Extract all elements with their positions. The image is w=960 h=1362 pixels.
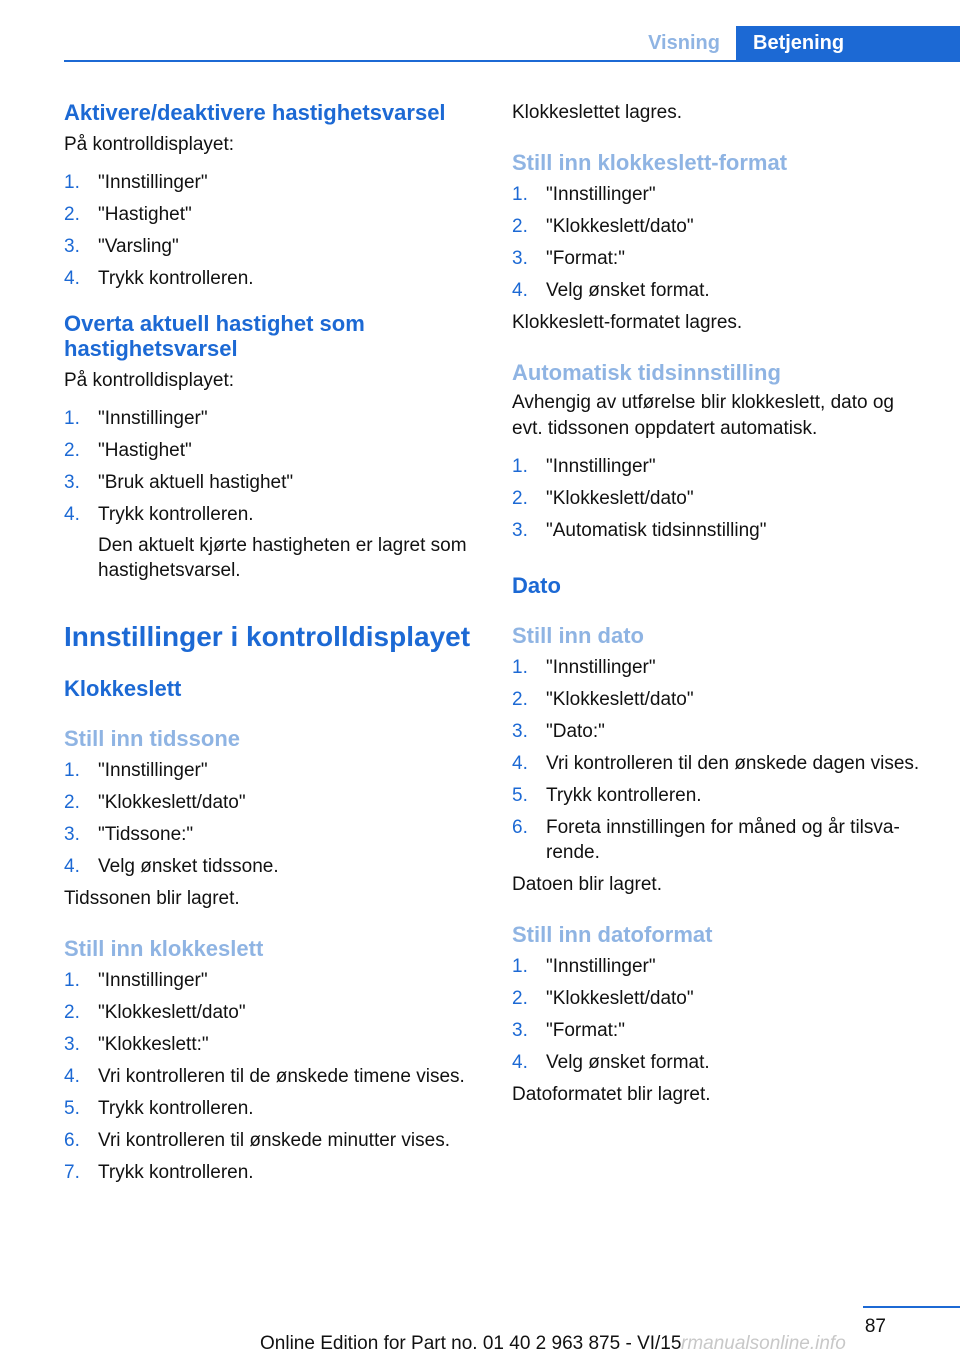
list-item: 5. Trykk kontrolleren.: [64, 1098, 254, 1119]
list-item: 2. "Hastighet": [64, 204, 192, 225]
list-item: 3. "Dato:": [512, 721, 605, 742]
list-item: 3. "Varsling": [64, 236, 179, 257]
list-item: 3. "Tidssone:": [64, 824, 194, 845]
list-item: 4. Velg ønsket tidssone.: [64, 856, 279, 877]
list-item: 1. "Innstillinger": [512, 456, 656, 477]
list-item: 4. Trykk kontrolleren. Den aktuelt kjørte hastigheten er lagret som hastighetsvarsel.: [64, 502, 474, 583]
list-item: 3. "Format:": [512, 1020, 625, 1041]
list-item: 3. "Format:": [512, 248, 625, 269]
steps-list: [512, 454, 922, 543]
steps-list: [512, 954, 922, 1075]
list-item: 2. "Klokkeslett/dato": [512, 988, 694, 1009]
list-item: 3. "Bruk aktuell hastighet": [64, 472, 294, 493]
intro-text: Avhengig av utførelse blir klokkeslett, dato og evt. tidssonen oppdatert automatisk.: [512, 392, 894, 439]
tab-visning[interactable]: Visning: [648, 32, 720, 54]
list-item: 1. "Innstillinger": [64, 970, 208, 991]
subsection-title: Automatisk tidsinnstilling: [512, 360, 781, 385]
list-item: 2. "Hastighet": [64, 440, 192, 461]
list-item: 1. "Innstillinger": [64, 760, 208, 781]
result-text: Datoen blir lagret.: [512, 874, 662, 895]
section-title: Dato: [512, 573, 561, 598]
list-item: 7. Trykk kontrolleren.: [64, 1162, 254, 1183]
list-item: 1. "Innstillinger": [512, 184, 656, 205]
list-item: 1. "Innstillinger": [512, 956, 656, 977]
result-text: Datoformatet blir lagret.: [512, 1084, 711, 1105]
list-item: 2. "Klokkeslett/dato": [64, 1002, 246, 1023]
list-item: 3. "Klokkeslett:": [64, 1034, 209, 1055]
list-item: 4. Trykk kontrolleren.: [64, 268, 254, 289]
edition-text: Online Edition for Part no. 01 40 2 963 875 - VI/15: [260, 1333, 682, 1354]
list-item: 6. Vri kontrolleren til ønskede minutter vises.: [64, 1130, 450, 1151]
section-title: Klokkeslett: [64, 676, 182, 701]
list-item: 4. Velg ønsket format.: [512, 280, 710, 301]
list-item: 5. Trykk kontrolleren.: [512, 785, 702, 806]
tab-betjening[interactable]: Betjening: [736, 26, 960, 62]
subsection-title: Still inn dato: [512, 623, 644, 648]
result-text: Klokkeslett-formatet lagres.: [512, 312, 743, 333]
intro-text: På kontrolldisplayet:: [64, 370, 235, 391]
steps-list: [64, 170, 474, 291]
result-text: Klokkeslettet lagres.: [512, 102, 683, 123]
subsection-title: Still inn klokkeslett-format: [512, 150, 788, 175]
watermark: rmanualsonline.info: [681, 1333, 846, 1354]
subsection-title: Still inn datoformat: [512, 922, 713, 947]
list-item: 1. "Innstillinger": [64, 408, 208, 429]
section-title: Overta aktuell hastighet som hastighetsvarsel: [64, 311, 365, 361]
step-note: Den aktuelt kjørte hastigheten er lagret som hastighetsvarsel.: [98, 535, 467, 581]
intro-text: På kontrolldisplayet:: [64, 134, 235, 155]
steps-list: [512, 182, 922, 303]
steps-list: [64, 406, 474, 583]
subsection-title: Still inn tidssone: [64, 726, 241, 751]
list-item: 2. "Klokkeslett/dato": [512, 488, 694, 509]
list-item: 1. "Innstillinger": [64, 172, 208, 193]
list-item: 4. Velg ønsket format.: [512, 1052, 710, 1073]
result-text: Tidssonen blir lagret.: [64, 888, 240, 909]
list-item: 2. "Klokkeslett/dato": [64, 792, 246, 813]
list-item: 2. "Klokkeslett/dato": [512, 216, 694, 237]
right-column: [512, 100, 922, 1108]
footer-rule: [863, 1306, 960, 1308]
steps-list: [64, 968, 474, 1185]
list-item: 6. Foreta innstillingen for måned og år tilsvarende.: [512, 817, 900, 863]
subsection-title: Still inn klokkeslett: [64, 936, 264, 961]
steps-list: [512, 655, 922, 865]
section-title: Aktivere/deaktivere hastighetsvarsel: [64, 100, 446, 125]
page-number: 87: [864, 1316, 886, 1337]
list-item: 4. Vri kontrolleren til de ønskede timene vises.: [64, 1066, 465, 1087]
list-item: 1. "Innstillinger": [512, 657, 656, 678]
list-item: 4. Vri kontrolleren til den ønskede dagen vises.: [512, 753, 920, 774]
chapter-title: Innstillinger i kontrolldisplayet: [64, 621, 471, 652]
list-item: 2. "Klokkeslett/dato": [512, 689, 694, 710]
steps-list: [64, 758, 474, 879]
list-item: 3. "Automatisk tidsinnstilling": [512, 520, 767, 541]
left-column: [64, 100, 474, 1192]
